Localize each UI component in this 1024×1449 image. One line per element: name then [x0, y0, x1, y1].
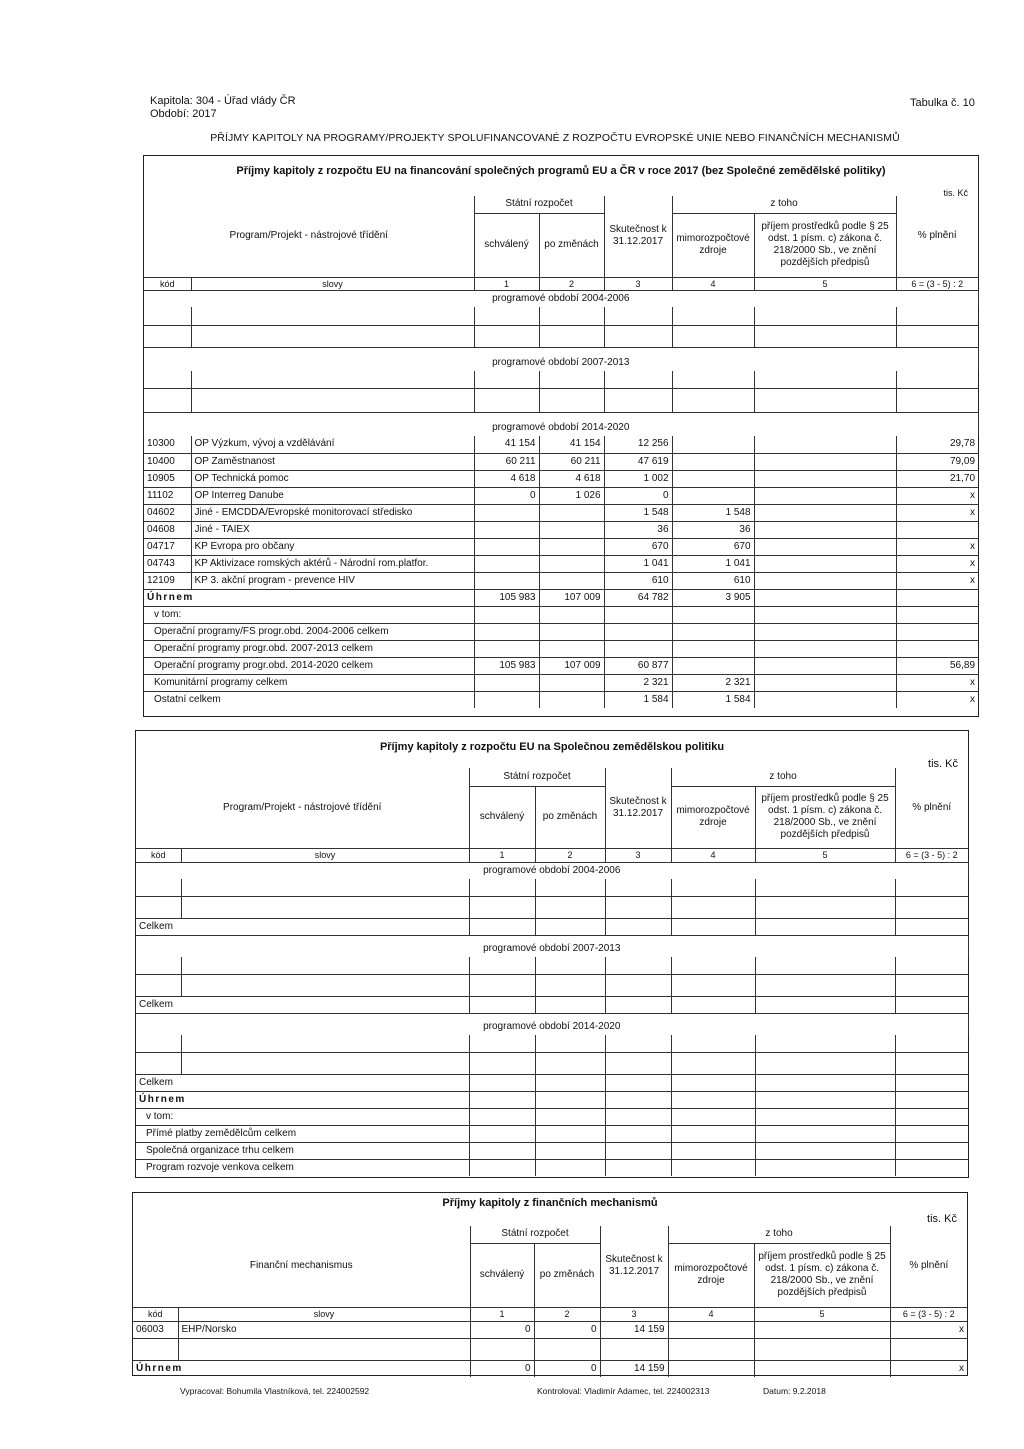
table-row: 06003 EHP/Norsko 0 0 14 159 x — [133, 1321, 967, 1338]
col-words: slovy — [178, 1307, 470, 1321]
col-state-budget: Státní rozpočet — [474, 196, 604, 213]
table-fin-mechanisms — [133, 1226, 967, 1377]
col-approved: schválený — [474, 213, 539, 277]
table-row: 04743 KP Aktivizace romských aktérů - Národní rom.platfor. 1 041 1 041 x — [144, 555, 978, 572]
col-num-1: 1 — [474, 277, 539, 290]
subtotal-row: Ostatní celkem 1 584 1 584 x — [144, 691, 978, 708]
col-pct: % plnění — [895, 768, 968, 848]
col-state-budget: Státní rozpočet — [470, 1226, 600, 1243]
chapter-label: Kapitola: 304 - Úřad vlády ČR — [150, 95, 296, 107]
table-row: 10400 OP Zaměstnanost 60 211 60 211 47 619 79,09 — [144, 453, 978, 470]
col-num-2: 2 — [534, 1307, 600, 1321]
col-actual: Skutečnost k 31.12.2017 — [600, 1226, 668, 1307]
col-of-which: z toho — [671, 768, 895, 786]
celkem-label: Celkem — [136, 996, 469, 1013]
col-num-4: 4 — [668, 1307, 754, 1321]
checked-by: Kontroloval: Vladimír Adamec, tel. 224002313 — [537, 1386, 710, 1396]
col-code: kód — [144, 277, 191, 290]
col-words: slovy — [181, 848, 469, 862]
subtotal-row: Společná organizace trhu celkem — [136, 1142, 469, 1159]
section-title: Příjmy kapitoly z rozpočtu EU na financování společných programů EU a ČR v roce 2017 (bez Společné zemědělské politiky) — [236, 165, 886, 177]
col-actual: Skutečnost k 31.12.2017 — [605, 768, 671, 848]
table-row: 11102 OP Interreg Danube 0 1 026 0 x — [144, 487, 978, 504]
celkem-label: Celkem — [136, 1074, 469, 1091]
period-heading: programové období 2004-2006 — [144, 290, 978, 307]
celkem-label: Celkem — [136, 918, 469, 935]
table-row: 04602 Jiné - EMCDDA/Evropské monitorovací středisko 1 548 1 548 x — [144, 504, 978, 521]
col-num-3: 3 — [605, 848, 671, 862]
period-heading: programové období 2004-2006 — [136, 862, 968, 879]
col-after-changes: po změnách — [535, 786, 605, 848]
col-num-3: 3 — [600, 1307, 668, 1321]
col-code: kód — [133, 1307, 178, 1321]
col-after-changes: po změnách — [534, 1243, 600, 1307]
subtotal-row: Operační programy progr.obd. 2014-2020 celkem 105 983 107 009 60 877 56,89 — [144, 657, 978, 674]
col-pct: % plnění — [890, 1226, 967, 1307]
col-num-6: 6 = (3 - 5) : 2 — [890, 1307, 967, 1321]
period-heading: programové období 2014-2020 — [136, 1013, 968, 1035]
table-agri-policy — [136, 768, 969, 1176]
table-row: 10905 OP Technická pomoc 4 618 4 618 1 002 21,70 — [144, 470, 978, 487]
col-code: kód — [136, 848, 181, 862]
vtom-label: v tom: — [136, 1108, 469, 1125]
col-num-5: 5 — [754, 1307, 890, 1321]
col-num-2: 2 — [535, 848, 605, 862]
col-num-6: 6 = (3 - 5) : 2 — [896, 277, 978, 290]
col-state-budget: Státní rozpočet — [469, 768, 605, 786]
total-row: Úhrnem 0 0 14 159 x — [133, 1360, 967, 1377]
col-num-1: 1 — [469, 848, 535, 862]
col-num-5: 5 — [754, 277, 896, 290]
period-label: Období: 2017 — [150, 108, 217, 120]
section-title: Příjmy kapitoly z rozpočtu EU na Společnou zemědělskou politiku — [379, 741, 725, 753]
period-heading: programové období 2007-2013 — [136, 935, 968, 957]
col-extra-budget: mimorozpočtové zdroje — [672, 213, 754, 277]
table-row: 04608 Jiné - TAIEX 36 36 — [144, 521, 978, 538]
unit-label: tis. Kč — [928, 758, 958, 770]
col-num-2: 2 — [539, 277, 604, 290]
col-extra-budget: mimorozpočtové zdroje — [668, 1243, 754, 1307]
col-num-3: 3 — [604, 277, 672, 290]
col-income: příjem prostředků podle § 25 odst. 1 písm. c) zákona č. 218/2000 Sb., ve znění pozdějších předpisů — [755, 786, 895, 848]
table-row: 12109 KP 3. akční program - prevence HIV 610 610 x — [144, 572, 978, 589]
col-approved: schválený — [470, 1243, 534, 1307]
table-number: Tabulka č. 10 — [910, 97, 975, 109]
subtotal-row: Přímé platby zemědělcům celkem — [136, 1125, 469, 1142]
col-mechanism-header: Finanční mechanismus — [133, 1226, 470, 1307]
table-eu-programs — [144, 196, 979, 708]
col-approved: schválený — [469, 786, 535, 848]
vtom-label: v tom: — [144, 606, 474, 623]
col-of-which: z toho — [668, 1226, 890, 1243]
col-num-4: 4 — [672, 277, 754, 290]
col-of-which: z toho — [672, 196, 896, 213]
subtotal-row: Operační programy progr.obd. 2007-2013 celkem — [144, 640, 978, 657]
total-label: Úhrnem — [136, 1091, 469, 1108]
period-heading: programové období 2007-2013 — [144, 347, 978, 371]
col-num-1: 1 — [470, 1307, 534, 1321]
col-words: slovy — [191, 277, 474, 290]
col-program-header: Program/Projekt - nástrojové třídění — [136, 768, 469, 848]
page-title: PŘÍJMY KAPITOLY NA PROGRAMY/PROJEKTY SPOLUFINANCOVANÉ Z ROZPOČTU EVROPSKÉ UNIE NEBO FINANČNÍCH MECHANISMŮ — [210, 132, 900, 144]
subtotal-row: Program rozvoje venkova celkem — [136, 1159, 469, 1176]
prepared-by: Vypracoval: Bohumila Vlastníková, tel. 224002592 — [180, 1386, 370, 1396]
col-pct: % plnění — [896, 196, 978, 277]
subtotal-row: Operační programy/FS progr.obd. 2004-2006 celkem — [144, 623, 978, 640]
col-income: příjem prostředků podle § 25 odst. 1 písm. c) zákona č. 218/2000 Sb., ve znění pozdějších předpisů — [754, 213, 896, 277]
col-actual: Skutečnost k 31.12.2017 — [604, 196, 672, 277]
col-num-4: 4 — [671, 848, 755, 862]
unit-label: tis. Kč — [943, 188, 968, 198]
section-title: Příjmy kapitoly z finančních mechanismů — [442, 1197, 658, 1209]
col-extra-budget: mimorozpočtové zdroje — [671, 786, 755, 848]
table-row: 04717 KP Evropa pro občany 670 670 x — [144, 538, 978, 555]
table-row: 10300 OP Výzkum, vývoj a vzdělávání 41 154 41 154 12 256 29,78 — [144, 436, 978, 453]
col-program-header: Program/Projekt - nástrojové třídění — [144, 196, 474, 277]
total-row: Úhrnem 105 983 107 009 64 782 3 905 — [144, 589, 978, 606]
col-num-6: 6 = (3 - 5) : 2 — [895, 848, 968, 862]
col-income: příjem prostředků podle § 25 odst. 1 písm. c) zákona č. 218/2000 Sb., ve znění pozdějších předpisů — [754, 1243, 890, 1307]
col-num-5: 5 — [755, 848, 895, 862]
col-after-changes: po změnách — [539, 213, 604, 277]
date: Datum: 9.2.2018 — [763, 1386, 826, 1396]
period-heading: programové období 2014-2020 — [144, 412, 978, 436]
unit-label: tis. Kč — [927, 1213, 957, 1225]
subtotal-row: Komunitární programy celkem 2 321 2 321 x — [144, 674, 978, 691]
